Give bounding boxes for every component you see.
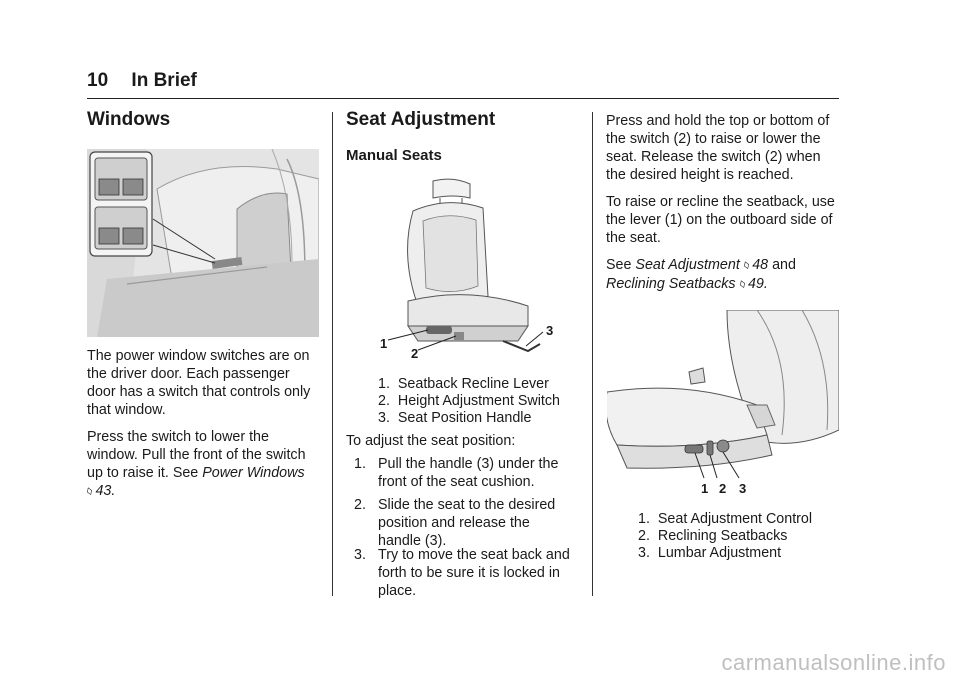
manual-callout-1: 1 [380, 336, 388, 351]
seat-heading: Seat Adjustment [346, 109, 496, 130]
page-ref-arrow-icon: ◊ [85, 485, 95, 499]
windows-para-1: The power window switches are on the driver door. Each passenger door has a switch that controls only that window. [87, 348, 311, 418]
section-title: In Brief [131, 70, 197, 91]
seat-column [346, 108, 586, 166]
power-legend-3: 3. Lumbar Adjustment [638, 545, 782, 561]
power-windows-page[interactable]: 43 [95, 483, 112, 499]
step-2: 2. Slide the seat to the desired position and release the handle (3). [354, 497, 556, 549]
windows-para-2: Press the switch to lower the window. Pull the front of the switch up to raise it. See Power Windows ◊43. [87, 428, 327, 501]
reclining-seatbacks-link[interactable]: Reclining Seatbacks [606, 276, 736, 292]
power-callout-3: 3 [739, 481, 747, 496]
right-column-text [606, 112, 846, 328]
page-header [87, 70, 197, 92]
window-switch-figure [87, 149, 319, 337]
see-also-para: See Seat Adjustment ◊48 and Reclining Seatbacks ◊49. [606, 256, 846, 294]
step-3: 3. Try to move the seat back and forth to be sure it is locked in place. [354, 547, 570, 599]
power-seat-figure [607, 310, 839, 490]
power-legend-1: 1. Seat Adjustment Control [638, 511, 813, 527]
manual-seats-heading: Manual Seats [346, 147, 442, 164]
page-number: 10 [87, 70, 109, 91]
step-1: 1. Pull the handle (3) under the front of the seat cushion. [354, 456, 559, 490]
manual-legend-2: 2. Height Adjustment Switch [378, 393, 561, 409]
manual-callout-2: 2 [411, 346, 419, 361]
watermark: carmanualsonline.info [721, 650, 946, 675]
manual-seat-figure [378, 176, 558, 362]
power-callout-1: 1 [701, 481, 709, 496]
windows-text [87, 347, 327, 501]
power-callout-2: 2 [719, 481, 727, 496]
power-legend-2: 2. Reclining Seatbacks [638, 528, 788, 544]
manual-legend-1: 1. Seatback Recline Lever [378, 376, 549, 392]
seat-adjustment-link[interactable]: Seat Adjustment [635, 257, 740, 273]
column-divider-2 [592, 112, 593, 596]
windows-heading: Windows [87, 109, 171, 130]
height-para: Press and hold the top or bottom of the switch (2) to raise or lower the seat. Release the switch (2) when the desired height is reached. [606, 113, 830, 183]
manual-legend-3: 3. Seat Position Handle [378, 410, 532, 426]
recline-para: To raise or recline the seatback, use the lever (1) on the outboard side of the seat. [606, 194, 835, 246]
power-windows-link[interactable]: Power Windows [202, 465, 305, 481]
adjust-intro: To adjust the seat position: [346, 433, 516, 449]
page-ref-arrow-icon: ◊ [737, 278, 747, 292]
windows-column [87, 108, 323, 132]
column-divider-1 [332, 112, 333, 596]
page-ref-arrow-icon: ◊ [741, 259, 752, 273]
header-rule [87, 98, 839, 99]
manual-callout-3: 3 [546, 323, 554, 338]
